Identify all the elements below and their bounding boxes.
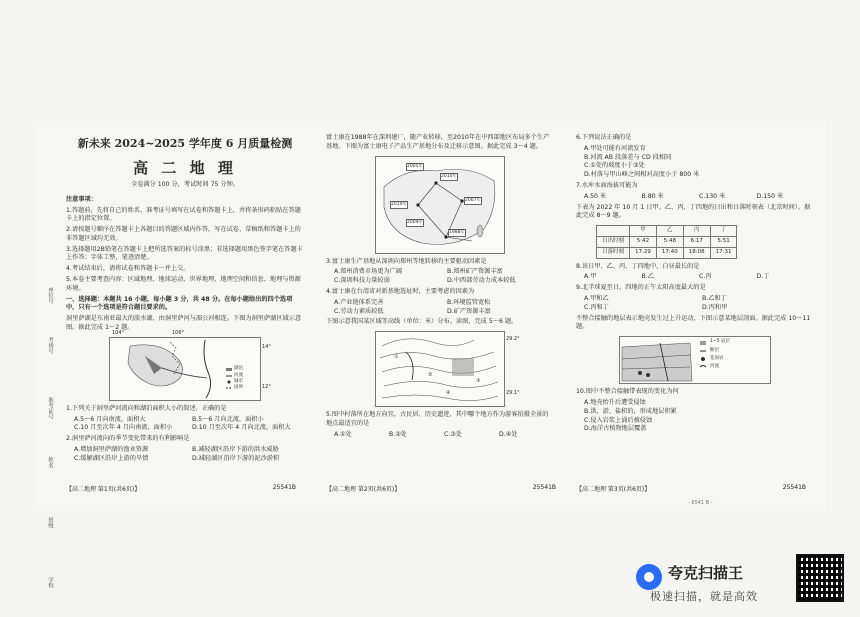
option: D.④处 (499, 430, 518, 438)
question-intro: 下表为 2022 年 10 月 1 日甲、乙、丙、丁四地的日出和日落时刻表（北京时间）。据此完成 8～9 题。 (576, 203, 811, 220)
table-cell: 17:40 (656, 247, 683, 258)
map-label: 29.2° (506, 336, 520, 343)
question-intro: 下图示意我国某区域等高线（单位：米）分布。读图，完成 5～6 题。 (326, 318, 518, 326)
table-cell (597, 226, 630, 237)
option: C.侵入岩浆上涌后被侵蚀 (584, 416, 653, 424)
page-footer-1 (66, 484, 296, 493)
qr-code-icon[interactable] (796, 554, 844, 602)
option: C.130 米 (699, 192, 726, 200)
option: B.乙 (641, 273, 654, 281)
option: D.丙和甲 (702, 303, 728, 311)
question-2: 2.洞里萨河流向的季节变化带来的有利影响是 (66, 435, 190, 443)
map-label: ④ (446, 390, 451, 397)
question-1: 1.下列关于洞里萨河流向和湖泊面积大小的叙述，正确的是 (66, 404, 227, 412)
option: C.深圳科技力量较弱 (334, 277, 390, 285)
subject-title: 高 二 地 理 (133, 158, 237, 177)
option: D.丁 (756, 273, 770, 281)
map-label: ③ (476, 378, 481, 385)
table-cell: 丙 (683, 226, 710, 237)
option: B.5～6 月向北流，面积小 (192, 415, 264, 423)
side-label: 座位号 (47, 287, 53, 304)
question-8: 8.该日甲、乙、丙、丁四地中，白昼最长的是 (576, 262, 700, 270)
option: A.增加洞里萨湖的渔业资源 (74, 446, 149, 454)
option: B.②处 (389, 430, 407, 438)
table-row (597, 236, 737, 247)
table-cell: 6:17 (683, 236, 710, 247)
option: D.海洋古植物地层覆盖 (584, 425, 647, 433)
table-cell: 17:29 (630, 247, 657, 258)
foxconn-map (375, 156, 505, 254)
option: B.河流 AB 段落差与 CD 段相同 (584, 153, 672, 161)
option: C.缓解湖区沿岸上游的旱情 (74, 454, 149, 462)
map-label: ① (394, 354, 399, 361)
scanner-watermark (636, 552, 846, 608)
side-label: 考场号 (47, 337, 53, 354)
option: D.150 米 (756, 192, 784, 200)
side-label: 班级 (47, 517, 53, 528)
print-stamp: - 6541 B - (688, 500, 713, 506)
map-label: 29.1° (506, 390, 520, 397)
question-intro: 不整合接触的地层表示地壳发生过上升运动，下图示意某地层剖面。据此完成 10～11 题。 (576, 314, 811, 331)
sunrise-table (596, 225, 737, 258)
tonle-sap-map (109, 329, 271, 401)
question-intro: 洞里萨湖是东南亚最大的淡水湖，由洞里萨河与湄公河相连。下图为洞里萨湖区域示意图。据此完成 1～2 题。 (66, 315, 302, 332)
notice-item: 5.本卷主要考查内容：区域地理、地球运动、世界地理、地理空间和信息、地理与资源环境。 (66, 276, 301, 292)
table-cell: 18:08 (683, 247, 710, 258)
option: A.甲处可能有河流发育 (584, 144, 646, 152)
option: C.丙和丁 (584, 303, 609, 311)
option: A.产业链体系完善 (334, 298, 384, 306)
option: A.甲 (584, 273, 597, 281)
option: B.环境监管宽松 (447, 298, 491, 306)
side-label: 准考证号 (47, 397, 53, 419)
question-10: 10.图中不整合接触带表现的变化为何 (576, 388, 679, 396)
side-label: 学校 (47, 577, 53, 588)
page-column-2 (326, 122, 554, 442)
legend-label: 河流 (710, 364, 719, 370)
footer-code: 25541B (272, 484, 296, 491)
score-note: 全卷满分 100 分，考试时间 75 分钟。 (131, 180, 239, 188)
map-label: 2010年 (440, 173, 458, 181)
page-footer-3 (576, 484, 806, 493)
legend-label: 花岗岩 (710, 356, 724, 362)
table-cell: 5:51 (710, 236, 737, 247)
map-label: ② (428, 372, 433, 379)
page-footer-2 (326, 484, 556, 493)
option: B.洪、淤、盐积的，形成地层积累 (584, 407, 677, 415)
footer-code: 25541B (532, 484, 556, 491)
legend-label: 断层 (710, 348, 719, 354)
option: D.减轻湖区沿岸下游的泥沙淤积 (192, 454, 280, 462)
option: B.乙和丁 (702, 294, 727, 302)
contour-map (375, 331, 520, 407)
table-cell: 甲 (630, 226, 657, 237)
option: D.村落与甲山峰之间相对高度小于 800 米 (584, 171, 700, 179)
table-row (597, 247, 737, 258)
option: D.中西部劳动力成本较低 (447, 277, 516, 285)
option: A.郑州消费市场更为广阔 (334, 268, 402, 276)
page-column-3 (576, 122, 814, 436)
option: C.丙 (699, 273, 712, 281)
map-label: 1988年 (448, 229, 466, 237)
map-label: 2009年 (406, 219, 424, 227)
table-cell: 丁 (710, 226, 737, 237)
map-label: 2010年 (390, 201, 408, 209)
notice-title: 注意事项： (66, 195, 97, 203)
notice-item: 3.选择题用2B铅笔在答题卡上把所选答案的标号涂黑；非选择题用黑色签字笔在答题卡上作答；字体工整，笔迹清楚。 (66, 245, 303, 262)
binding-margin (46, 287, 68, 617)
legend-label: 河流 (234, 372, 243, 378)
option: A.50 米 (584, 192, 607, 200)
table-cell: 乙 (656, 226, 683, 237)
option: D.10 月至次年 4 月向北流，面积大 (192, 424, 291, 432)
notice-item: 4.考试结束后，请将试卷和答题卡一并上交。 (66, 265, 190, 273)
brand-name: 夸克扫描王 (668, 564, 744, 582)
strata-figure (619, 336, 771, 384)
question-4: 4.富士康在台湾省对新基地选址时，主要考虑的因素为 (326, 287, 475, 295)
side-label: 姓名 (47, 457, 53, 468)
map-label: 14° (262, 343, 271, 350)
footer-page: 【高二地理 第1页(共6页)】 (66, 486, 141, 493)
option: A.5～6 月向南流，面积大 (74, 415, 146, 423)
exam-title: 新未来 2024~2025 学年度 6 月质量检测 (77, 137, 293, 150)
notice-item: 2.请按题号顺序在答题卡上各题目的答题区域内作答，写在试卷、草稿纸和答题卡上的非答题区域均无效。 (66, 226, 301, 242)
question-9: 9.北半球夏至日，四地的正午太阳高度最大的是 (576, 284, 706, 292)
map-label: 12° (262, 383, 271, 390)
legend-label: 国界 (234, 384, 243, 390)
notice-item: 1.答题前，先将自己的姓名、准考证号填写在试卷和答题卡上，并将条形码粘贴在答题卡上的指定位置。 (66, 206, 301, 223)
strata-diagram (620, 337, 770, 383)
question-7: 7.水库水面海拔可能为 (576, 181, 638, 189)
table-cell: 17:31 (710, 247, 737, 258)
legend-label: 湖泊 (234, 365, 243, 371)
section-title: 一、选择题：本题共 16 小题，每小题 3 分，共 48 分。在每小题给出的四个选项中，只有一个选项是符合题目要求的。 (66, 295, 293, 312)
map-label: 2007年 (464, 197, 482, 205)
table-header-row (597, 226, 737, 237)
option: B.80 米 (641, 192, 664, 200)
option: B.郑州矿产资源丰富 (447, 268, 503, 276)
table-cell: 5:48 (656, 236, 683, 247)
page-column-1 (66, 122, 304, 466)
option: A.甲和乙 (584, 294, 609, 302)
footer-page: 【高二地理 第2页(共6页)】 (326, 486, 401, 493)
question-3: 3.富士康生产基地从深圳向郑州等地转移的主要驱动因素是 (326, 257, 487, 265)
table-cell: 日落时刻 (597, 247, 630, 258)
map-label: 104° (112, 329, 125, 336)
footer-code: 25541B (782, 484, 806, 491)
option: C.①处的坡度小于③处 (584, 162, 645, 170)
question-6: 6.下列说法正确的是 (576, 134, 632, 141)
table-cell: 日出时刻 (597, 236, 630, 247)
option: C.③处 (444, 430, 463, 438)
legend-label: 城市 (234, 378, 243, 384)
map-figure (376, 332, 504, 406)
option: C.10 月至次年 4 月向南流，面积小 (74, 424, 173, 432)
option: D.矿产资源丰富 (447, 307, 491, 315)
map-label: 2005年 (406, 163, 424, 171)
option: A.①处 (334, 430, 352, 438)
option: A.地壳抬升后遭受侵蚀 (584, 398, 646, 406)
brand-tagline: 极速扫描，就是高效 (650, 590, 758, 603)
question-5: 5.图中村落所在地方向宜，古民居、历史遗迹，其中哪个地方作为游客拍摄全景的地点最适宜的是 (326, 411, 549, 427)
legend-label: 1~5 岩层 (710, 339, 730, 345)
footer-page: 【高二地理 第3页(共6页)】 (576, 486, 651, 493)
option: B.减轻湖区沿岸下游的洪水威胁 (192, 446, 279, 454)
option: C.劳动力素质较低 (334, 307, 384, 315)
quark-logo-icon (636, 564, 662, 590)
map-label: 106° (172, 329, 185, 336)
question-intro: 富士康在1988年在深圳建厂，随产业转移，至2010年在中西部地区布局多个生产基地。下图为富士康电子产品生产基地分布及迁移示意图。据此完成 3～4 题。 (326, 134, 550, 150)
table-cell: 5:42 (630, 236, 657, 247)
